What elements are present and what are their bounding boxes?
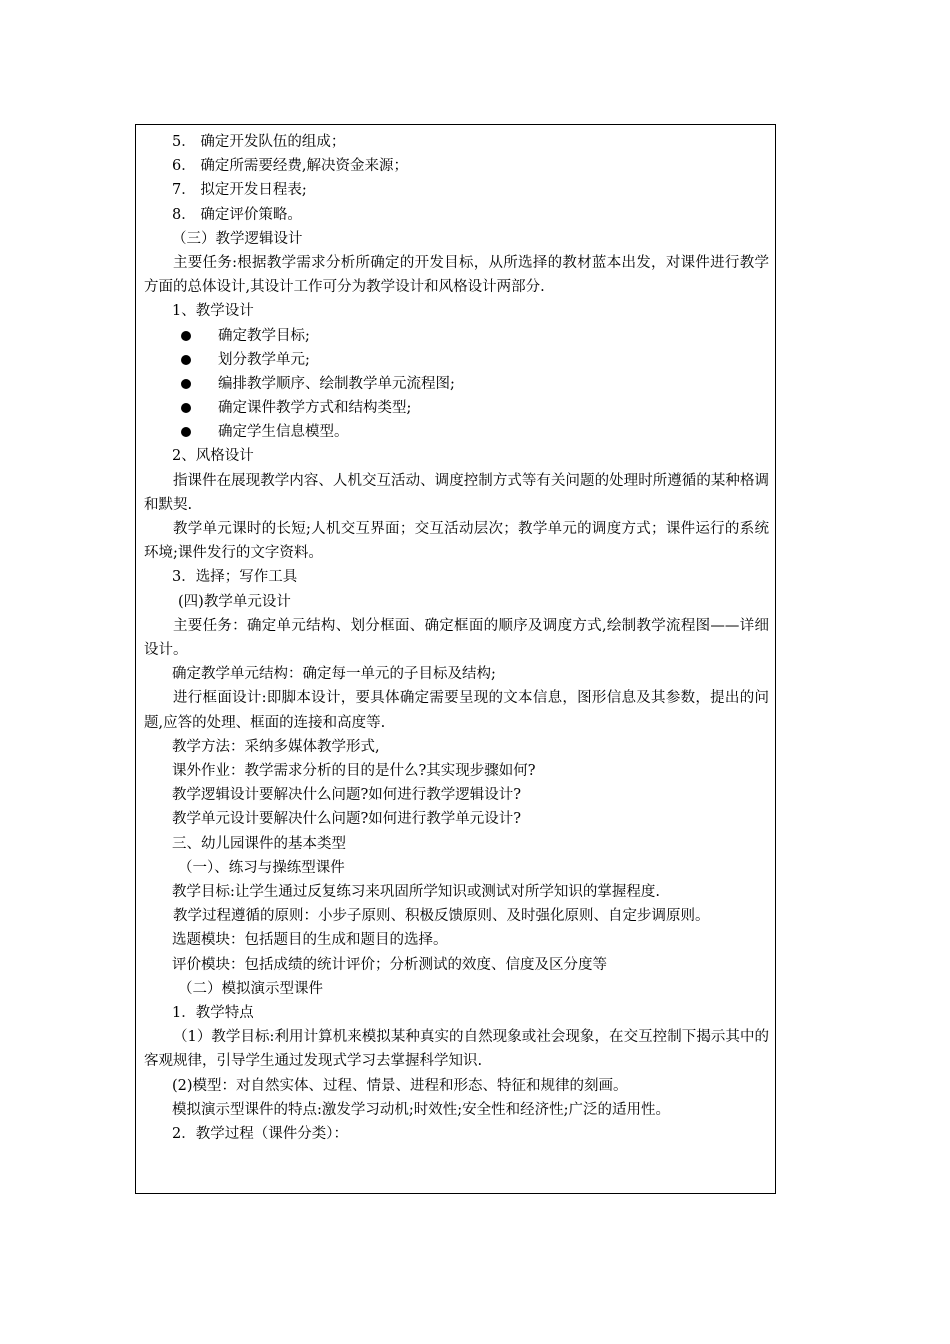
text-line: 8． 确定评价策略。 xyxy=(172,206,302,223)
bullet-text: 确定教学目标; xyxy=(218,327,310,344)
text-line: 确定教学单元结构：确定每一单元的子目标及结构; xyxy=(172,666,496,683)
bullet-dot-icon xyxy=(181,355,191,365)
paragraph: 主要任务:根据教学需求分析所确定的开发目标，从所选择的教材蓝本出发，对课件进行教学方面的总体设计,其设计工作可分为教学设计和风格设计两部分. xyxy=(144,254,769,296)
text-line: 评价模块：包括成绩的统计评价；分析测试的效度、信度及区分度等 xyxy=(172,956,607,973)
text-line: 7． 拟定开发日程表; xyxy=(172,182,307,199)
paragraph: （1）教学目标:利用计算机来模拟某种真实的自然现象或社会现象，在交互控制下揭示其中的客观规律，引导学生通过发现式学习去掌握科学知识. xyxy=(144,1029,769,1070)
text-line: 教学目标:让学生通过反复练习来巩固所学知识或测试对所学知识的掌握程度. xyxy=(172,883,660,900)
text-line: 教学方法：采纳多媒体教学形式, xyxy=(172,738,380,755)
bullet-text: 确定学生信息模型。 xyxy=(218,424,349,441)
bullet-text: 确定课件教学方式和结构类型; xyxy=(218,400,412,417)
paragraph: 教学单元课时的长短;人机交互界面；交互活动层次；教学单元的调度方式；课件运行的系统环境;课件发行的文字资料。 xyxy=(144,521,769,562)
text-line: 5． 确定开发队伍的组成； xyxy=(172,134,346,150)
text-line: （二）模拟演示型课件 xyxy=(178,980,323,997)
text-line: (四)教学单元设计 xyxy=(178,593,291,610)
document-table-cell xyxy=(135,124,776,1194)
bullet-dot-icon xyxy=(181,379,191,389)
bullet-text: 编排教学顺序、绘制教学单元流程图; xyxy=(218,375,455,392)
bullet-item xyxy=(144,324,769,348)
text-line: 三、幼儿园课件的基本类型 xyxy=(172,835,346,852)
bullet-item xyxy=(144,348,769,372)
text-line: (2)模型：对自然实体、过程、情景、进程和形态、特征和规律的刻画。 xyxy=(172,1077,628,1094)
paragraph: 进行框面设计:即脚本设计，要具体确定需要呈现的文本信息，图形信息及其参数，提出的问题,应答的处理、框面的连接和高度等. xyxy=(144,690,769,731)
bullet-text: 划分教学单元; xyxy=(218,351,310,368)
text-line: 3．选择；写作工具 xyxy=(172,569,298,586)
text-line: 教学逻辑设计要解决什么问题?如何进行教学逻辑设计? xyxy=(172,787,522,804)
bullet-item xyxy=(144,396,769,420)
bullet-item xyxy=(144,372,769,396)
text-line: 课外作业：教学需求分析的目的是什么?其实现步骤如何? xyxy=(172,763,536,780)
paragraph: 主要任务：确定单元结构、划分框面、确定框面的顺序及调度方式,绘制教学流程图——详细设计。 xyxy=(144,617,769,659)
text-line: 模拟演示型课件的特点:激发学习动机;时效性;安全性和经济性;广泛的适用性。 xyxy=(172,1101,671,1118)
text-line: 选题模块：包括题目的生成和题目的选择。 xyxy=(172,932,448,949)
text-line: 6． 确定所需要经费,解决资金来源； xyxy=(172,158,408,175)
text-line: 2、风格设计 xyxy=(172,448,254,465)
bullet-item xyxy=(144,420,769,444)
text-line: （三）教学逻辑设计 xyxy=(172,230,303,247)
text-line: 1．教学特点 xyxy=(172,1004,254,1021)
bullet-dot-icon xyxy=(181,331,191,341)
text-line: 2．教学过程（课件分类）： xyxy=(172,1125,348,1142)
paragraph: 教学过程遵循的原则：小步子原则、积极反馈原则、及时强化原则、自定步调原则。 xyxy=(173,908,710,925)
text-line: 教学单元设计要解决什么问题?如何进行教学单元设计? xyxy=(172,811,522,828)
paragraph: 指课件在展现教学内容、人机交互活动、调度控制方式等有关问题的处理时所遵循的某种格调和默契. xyxy=(144,472,769,513)
text-line: 1、教学设计 xyxy=(172,303,254,320)
text-line: （一）、练习与操练型课件 xyxy=(178,859,345,876)
